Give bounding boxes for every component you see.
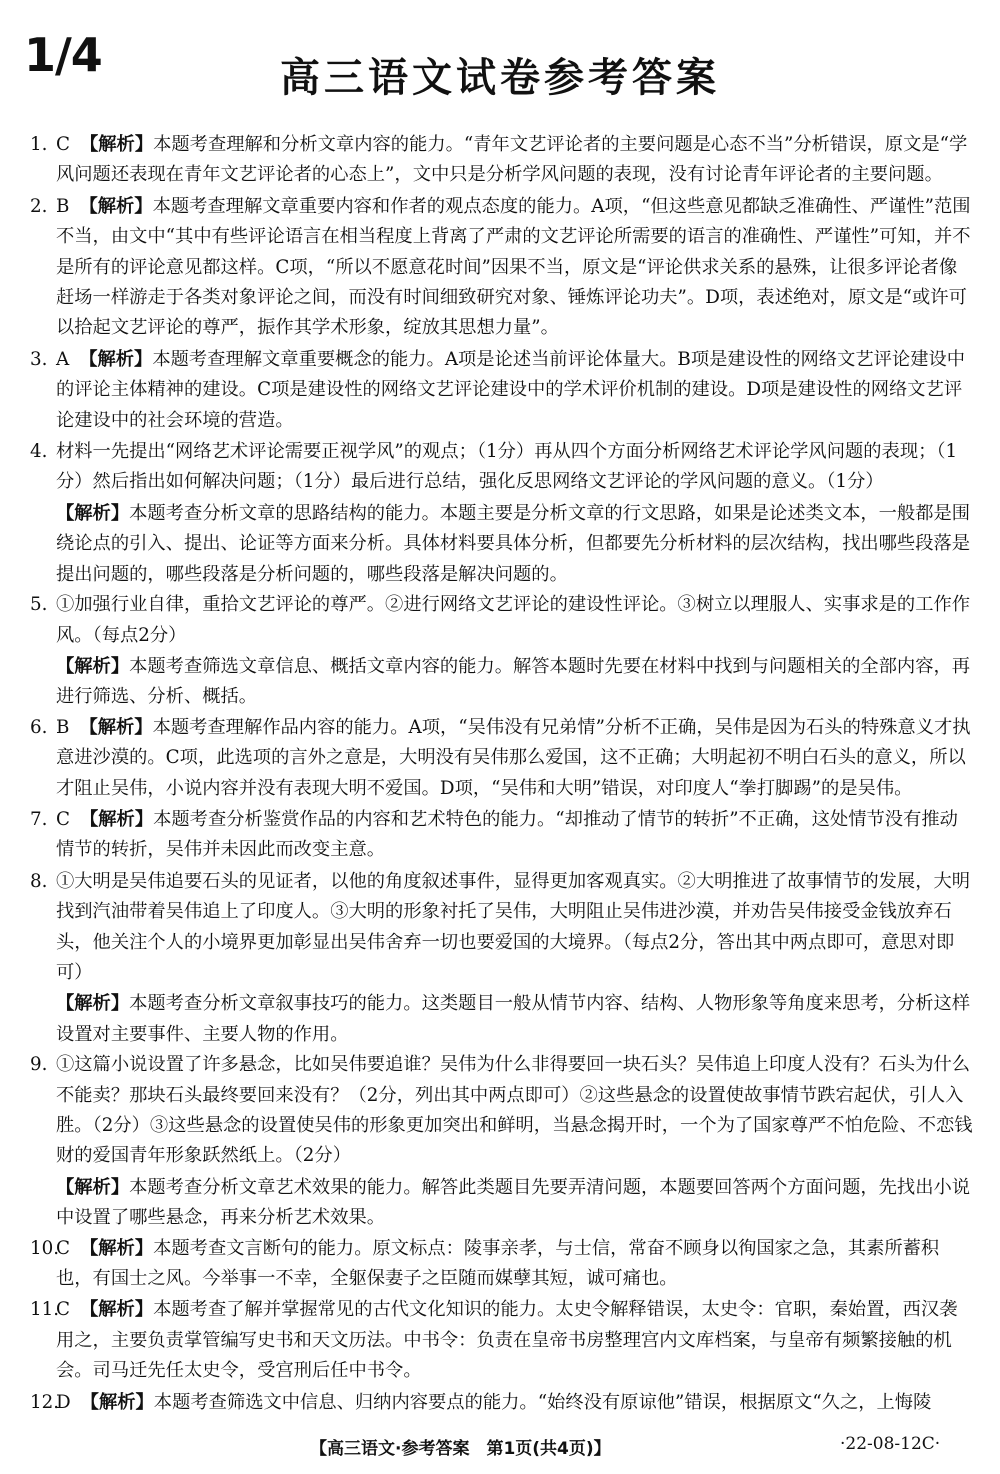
item-answer: D <box>56 1391 71 1413</box>
item-number: 4. <box>30 441 48 463</box>
analysis-tag: 【解析】 <box>80 808 154 830</box>
analysis-tag: 【解析】 <box>56 655 130 677</box>
item-answer: C <box>56 1237 70 1259</box>
item-answer: C <box>56 1299 70 1321</box>
item-number: 10. <box>30 1237 60 1259</box>
analysis-tag: 【解析】 <box>80 134 154 155</box>
analysis-tag: 【解析】 <box>80 1237 154 1259</box>
item-text: ①大明是吴伟追要石头的见证者，以他的角度叙述事件，显得更加客观真实。②大明推进了故事情节的发展，大明找到汽油带着吴伟追上了印度人。③大明的形象衬托了吴伟，大明阻止吴伟进沙漠，并劝告吴伟接受金钱放弃石头，他关注个人的小境界更加彰显出吴伟舍弃一切也要爱国的大境界。（每点2分，答出其中两点即可，意思对即可） <box>56 870 971 983</box>
analysis-paragraph-5 <box>30 652 974 713</box>
answer-item-6 <box>30 713 974 804</box>
item-answer: B <box>56 195 70 217</box>
item-text: 本题考查分析文章艺术效果的能力。解答此类题目先要弄清问题，本题要回答两个方面问题，先找出小说中设置了哪些悬念，再来分析艺术效果。 <box>56 1176 971 1229</box>
item-number: 2. <box>30 195 48 217</box>
item-text: 本题考查文言断句的能力。原文标点：陵事亲孝，与士信，常奋不顾身以徇国家之急，其素所蓄积也，有国士之风。今举事一不幸，全躯保妻子之臣随而媒孽其短，诚可痛也。 <box>56 1237 940 1290</box>
answer-item-5 <box>30 590 974 651</box>
item-text: 本题考查理解和分析文章内容的能力。“青年文艺评论者的主要问题是心态不当”分析错误，原文是“学风问题还表现在青年文艺评论者的心态上”，文中只是分析学风问题的表现，没有讨论青年评论者的主要问题。 <box>56 134 968 186</box>
item-text: 本题考查理解文章重要概念的能力。A项是论述当前评论体量大。B项是建设性的网络文艺评论建设中的评论主体精神的建设。C项是建设性的网络文艺评论建设中的学术评价机制的建设。D项是建设性的网络文艺评论建设中的社会环境的营造。 <box>56 348 966 431</box>
item-number: 5. <box>30 594 48 616</box>
page-indicator: 1/4 <box>24 28 102 82</box>
answer-item-8 <box>30 867 974 989</box>
analysis-tag: 【解析】 <box>56 1176 130 1198</box>
item-number: 3. <box>30 348 48 370</box>
answer-item-4 <box>30 437 974 498</box>
item-text: ①加强行业自律，重拾文艺评论的尊严。②进行网络文艺评论的建设性评论。③树立以理服人、实事求是的工作作风。（每点2分） <box>56 594 971 646</box>
footer-exam-code: ·22-08-12C· <box>840 1434 941 1454</box>
analysis-paragraph-4 <box>30 499 974 590</box>
item-number: 6. <box>30 716 48 738</box>
answer-item-10 <box>30 1234 974 1295</box>
analysis-paragraph-8 <box>30 989 974 1050</box>
item-text: 本题考查分析文章的思路结构的能力。本题主要是分析文章的行文思路，如果是论述类文本，一般都是围绕论点的引入、提出、论证等方面来分析。具体材料要具体分析，但都要先分析材料的层次结构，找出哪些段落是提出问题的，哪些段落是分析问题的，哪些段落是解决问题的。 <box>56 502 971 585</box>
item-text: 本题考查理解文章重要内容和作者的观点态度的能力。A项，“但这些意见都缺乏准确性、严谨性”范围不当，由文中“其中有些评论语言在相当程度上背离了严肃的文艺评论所需要的语言的准确性、严谨性”可知，并不是所有的评论意见都这样。C项，“所以不愿意花时间”因果不当，原文是“评论供求关系的悬殊，让很多评论者像赶场一样游走于各类对象评论之间，而没有时间细致研究对象、锤炼评论功夫”。D项，表述绝对，原文是“或许可以拾起文艺评论的尊严，振作其学术形象，绽放其思想力量”。 <box>56 195 971 339</box>
analysis-tag: 【解析】 <box>79 716 153 738</box>
item-number: 9. <box>30 1054 48 1076</box>
answer-item-7 <box>30 805 974 866</box>
analysis-tag: 【解析】 <box>80 1299 154 1321</box>
analysis-tag: 【解析】 <box>80 1391 154 1413</box>
analysis-tag: 【解析】 <box>56 993 130 1015</box>
item-answer: A <box>56 348 70 370</box>
answer-item-11 <box>30 1295 974 1386</box>
analysis-paragraph-9 <box>30 1173 974 1234</box>
analysis-tag: 【解析】 <box>56 502 130 524</box>
item-text: 材料一先提出“网络艺术评论需要正视学风”的观点；（1分）再从四个方面分析网络艺术评论学风问题的表现；（1分）然后指出如何解决问题；（1分）最后进行总结，强化反思网络文艺评论的学风问题的意义。（1分） <box>56 441 958 493</box>
item-text: 本题考查筛选文中信息、归纳内容要点的能力。“始终没有原谅他”错误，根据原文“久之，上悔陵 <box>153 1391 932 1413</box>
item-number: 8. <box>30 870 48 892</box>
item-text: 本题考查筛选文章信息、概括文章内容的能力。解答本题时先要在材料中找到与问题相关的全部内容，再进行筛选、分析、概括。 <box>56 655 971 708</box>
answer-item-12 <box>30 1388 974 1418</box>
analysis-tag: 【解析】 <box>79 348 153 370</box>
item-text: 本题考查理解作品内容的能力。A项，“吴伟没有兄弟情”分析不正确，吴伟是因为石头的特殊意义才执意进沙漠的。C项，此选项的言外之意是，大明没有吴伟那么爱国，这不正确；大明起初不明白石头的意义，所以才阻止吴伟，小说内容并没有表现大明不爱国。D项，“吴伟和大明”错误，对印度人“拳打脚踢”的是吴伟。 <box>56 716 971 799</box>
item-text: ①这篇小说设置了许多悬念，比如吴伟要追谁？吴伟为什么非得要回一块石头？吴伟追上印度人没有？石头为什么不能卖？那块石头最终要回来没有？（2分，列出其中两点即可）②这些悬念的设置使故事情节跌宕起伏，引人入胜。（2分）③这些悬念的设置使吴伟的形象更加突出和鲜明，当悬念揭开时，一个为了国家尊严不怕危险、不恋钱财的爱国青年形象跃然纸上。（2分） <box>56 1054 973 1167</box>
analysis-tag: 【解析】 <box>79 195 153 217</box>
page-title: 高三语文试卷参考答案 <box>280 55 720 101</box>
answer-item-2 <box>30 192 974 344</box>
answer-list <box>30 130 974 1419</box>
item-answer: B <box>56 716 70 738</box>
item-answer: C <box>56 134 70 155</box>
item-answer: C <box>56 808 70 830</box>
answer-item-9 <box>30 1050 974 1172</box>
item-number: 11. <box>30 1299 60 1321</box>
item-text: 本题考查分析文章叙事技巧的能力。这类题目一般从情节内容、结构、人物形象等角度来思考，分析这样设置对主要事件、主要人物的作用。 <box>56 993 971 1045</box>
item-number: 7. <box>30 808 48 830</box>
item-text: 本题考查分析鉴赏作品的内容和艺术特色的能力。“却推动了情节的转折”不正确，这处情节没有推动情节的转折，吴伟并未因此而改变主意。 <box>56 808 958 861</box>
item-number: 1. <box>30 134 48 155</box>
answer-item-3 <box>30 345 974 436</box>
item-text: 本题考查了解并掌握常见的古代文化知识的能力。太史令解释错误，太史令：官职，秦始置，西汉袭用之，主要负责掌管编写史书和天文历法。中书令：负责在皇帝书房整理宫内文库档案，与皇帝有频繁接触的机会。司马迁先任太史令，受宫刑后任中书令。 <box>56 1299 958 1382</box>
item-number: 12. <box>30 1391 60 1413</box>
answer-item-1 <box>30 130 974 191</box>
footer-page-info: 【高三语文·参考答案 第1页(共4页)】 <box>310 1439 611 1459</box>
